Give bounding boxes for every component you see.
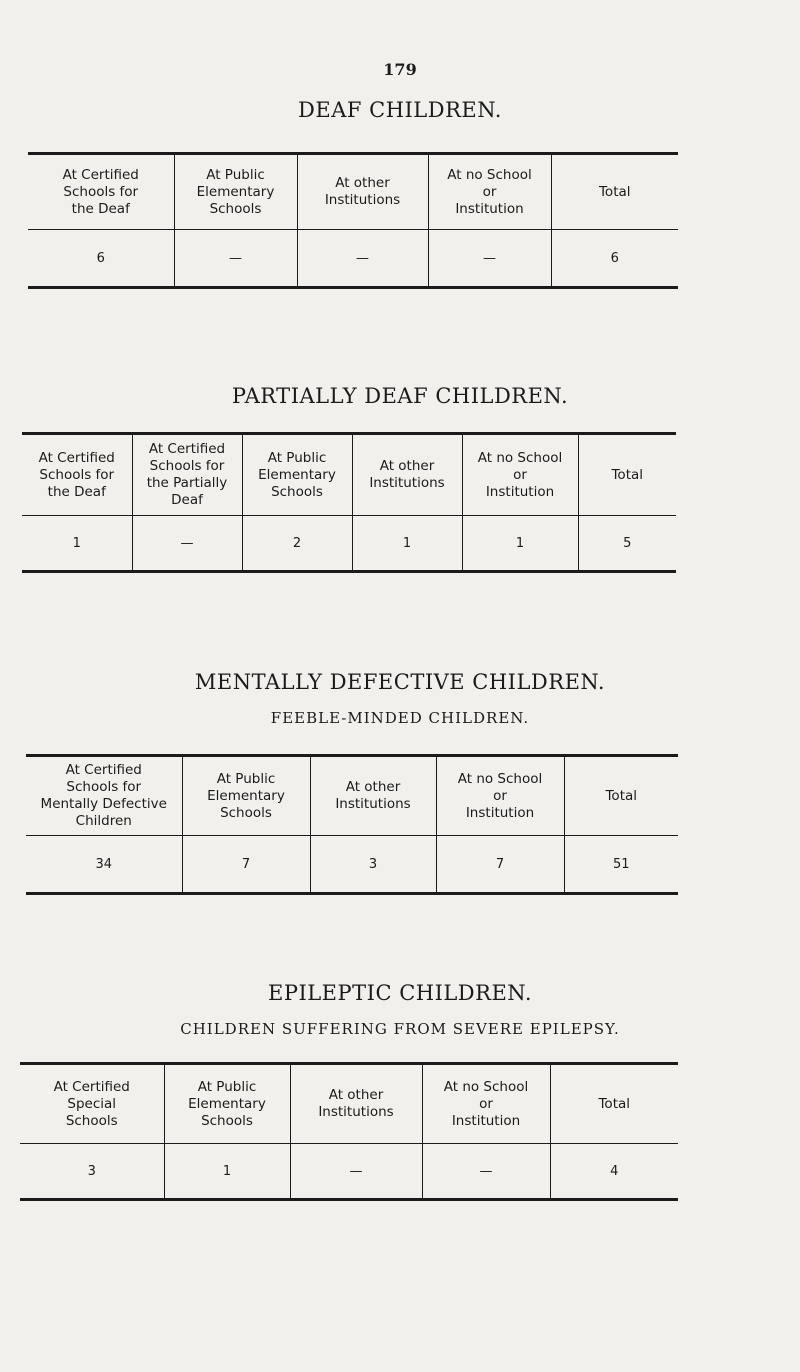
value-cell: 1 — [164, 1144, 290, 1200]
table-row — [22, 516, 676, 572]
header-line: the Deaf — [71, 200, 130, 217]
header-line: Total — [598, 1095, 631, 1112]
value-cell: — — [422, 1144, 550, 1200]
value-cell: 51 — [564, 836, 678, 894]
header-line: Institution — [451, 1112, 521, 1129]
header-line: At no School — [477, 449, 563, 466]
header-cell — [174, 154, 297, 230]
header-line: At other — [328, 1087, 384, 1103]
header-line: Schools — [209, 200, 262, 217]
header-cell — [26, 756, 182, 836]
header-line: Elementary — [207, 787, 285, 804]
header-cell — [436, 756, 564, 836]
header-line: Schools — [220, 804, 272, 821]
header-line: Elementary — [188, 1095, 266, 1112]
header-line: At Certified — [38, 449, 115, 466]
page-number: 179 — [383, 60, 417, 79]
header-cell — [20, 1064, 164, 1144]
header-cell — [182, 756, 310, 836]
header-line: or — [513, 466, 527, 483]
deaf-children-table — [28, 152, 678, 289]
header-line: Schools — [65, 1112, 118, 1129]
header-line: At Certified — [53, 1078, 130, 1095]
header-line: Special — [67, 1095, 117, 1112]
value-cell: — — [132, 516, 242, 572]
header-line: Schools for — [39, 466, 115, 483]
value-cell: 6 — [551, 230, 678, 288]
header-line: At Certified — [62, 166, 139, 183]
value-cell: 7 — [182, 836, 310, 894]
feeble-minded-subtitle: FEEBLE-MINDED CHILDREN. — [270, 709, 530, 727]
header-line: Institutions — [318, 1104, 394, 1120]
mentally-defective-children-title: MENTALLY DEFECTIVE CHILDREN. — [194, 670, 606, 694]
value-cell: 34 — [95, 856, 113, 872]
header-line: Schools for — [66, 779, 142, 795]
header-line: Institution — [465, 804, 535, 821]
header-cell — [564, 756, 678, 836]
header-line: At Public — [206, 166, 265, 183]
header-line: Schools for — [63, 183, 139, 200]
header-line: Mentally Defective — [40, 796, 167, 812]
header-cell — [551, 154, 678, 230]
header-row — [28, 154, 678, 230]
header-line: Institutions — [369, 475, 445, 491]
value-cell: — — [428, 230, 551, 288]
header-line: or — [479, 1095, 493, 1112]
header-line: or — [493, 787, 507, 804]
header-line: At Public — [267, 449, 327, 466]
severe-epilepsy-subtitle: CHILDREN SUFFERING FROM SEVERE EPILEPSY. — [180, 1020, 620, 1038]
header-cell — [28, 154, 174, 230]
header-line: Children — [75, 813, 132, 829]
header-line: Total — [611, 466, 644, 483]
header-line: At Certified — [65, 762, 142, 778]
value-cell: 1 — [72, 535, 81, 551]
header-cell — [352, 434, 462, 516]
table-row — [28, 230, 678, 288]
value-cell: 7 — [436, 836, 564, 894]
partially-deaf-children-table — [22, 432, 676, 573]
header-line: Institution — [455, 200, 524, 217]
header-line: Institution — [485, 483, 555, 500]
header-line: Institutions — [324, 192, 401, 208]
header-line: Deaf — [171, 492, 203, 508]
value-cell: 1 — [462, 516, 578, 572]
mentally-defective-children-table — [26, 754, 678, 895]
header-line: Total — [605, 787, 638, 804]
header-cell — [297, 154, 428, 230]
header-cell — [290, 1064, 422, 1144]
header-line: Schools — [271, 483, 323, 500]
header-line: Schools — [201, 1112, 253, 1129]
header-cell — [462, 434, 578, 516]
header-row — [20, 1064, 678, 1144]
header-cell — [242, 434, 352, 516]
header-line: At other — [335, 175, 390, 191]
epileptic-children-title: EPILEPTIC CHILDREN. — [267, 981, 532, 1005]
value-cell: — — [174, 230, 297, 288]
header-cell — [164, 1064, 290, 1144]
value-cell: 4 — [550, 1144, 678, 1200]
header-line: At Public — [216, 770, 276, 787]
header-line: Elementary — [258, 466, 336, 483]
value-cell: 1 — [352, 516, 462, 572]
header-line: or — [482, 183, 497, 200]
header-line: Institutions — [335, 796, 411, 812]
header-line: At other — [379, 458, 435, 474]
header-cell — [422, 1064, 550, 1144]
value-cell: 2 — [242, 516, 352, 572]
header-cell — [310, 756, 436, 836]
header-line: the Deaf — [47, 483, 106, 500]
table-row — [26, 836, 678, 894]
header-line: At no School — [457, 770, 543, 787]
value-cell: — — [290, 1144, 422, 1200]
header-line: Total — [598, 183, 631, 200]
header-row — [26, 756, 678, 836]
header-cell — [22, 434, 132, 516]
header-line: At Public — [197, 1078, 257, 1095]
header-line: Schools for — [149, 458, 225, 474]
table-row — [20, 1144, 678, 1200]
header-line: At Certified — [148, 441, 226, 457]
value-cell: — — [297, 230, 428, 288]
header-line: the Partially — [146, 475, 228, 491]
header-line: At no School — [443, 1078, 529, 1095]
header-line: Elementary — [196, 183, 275, 200]
header-line: At no School — [447, 166, 532, 183]
header-cell — [132, 434, 242, 516]
header-cell — [578, 434, 676, 516]
header-cell — [428, 154, 551, 230]
partially-deaf-children-title: PARTIALLY DEAF CHILDREN. — [231, 384, 569, 408]
epileptic-children-table — [20, 1062, 678, 1201]
header-row — [22, 434, 676, 516]
value-cell: 5 — [578, 516, 676, 572]
header-line: At other — [345, 779, 401, 795]
deaf-children-title: DEAF CHILDREN. — [298, 98, 502, 122]
value-cell: 3 — [310, 836, 436, 894]
value-cell: 3 — [87, 1163, 96, 1179]
header-cell — [550, 1064, 678, 1144]
value-cell: 6 — [96, 250, 105, 266]
